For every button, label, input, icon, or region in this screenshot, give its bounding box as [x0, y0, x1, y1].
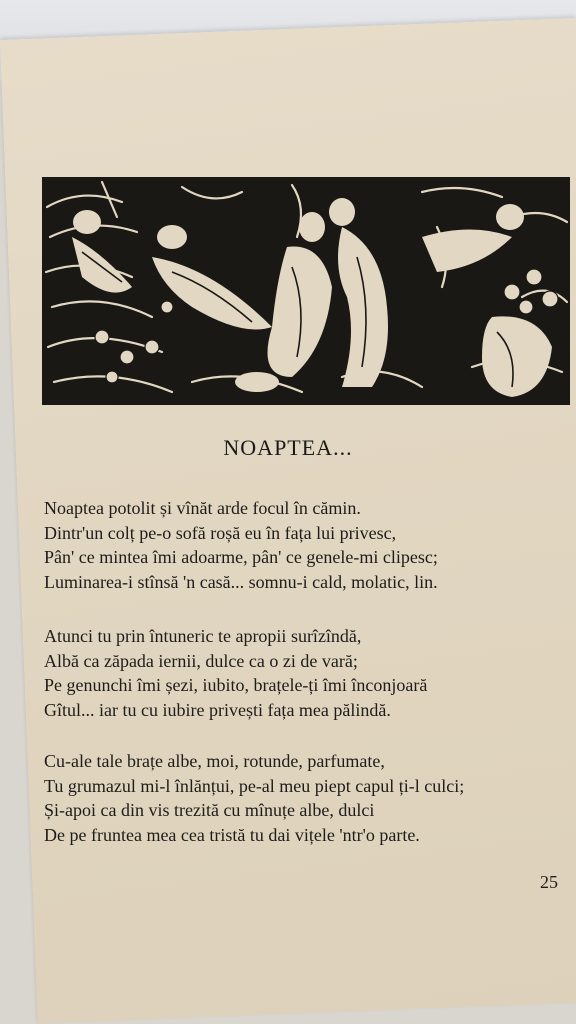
- poem-line: Albă ca zăpada iernii, dulce ca o zi de vară;: [44, 650, 358, 671]
- stanza-1: [44, 496, 574, 594]
- page-number: 25: [540, 872, 559, 892]
- poem-line: Gîtul... iar tu cu iubire privești fața mea pălindă.: [44, 699, 391, 720]
- poem-line: Pân' ce mintea îmi adoarme, pân' ce genele-mi clipesc;: [44, 547, 438, 567]
- poem-line: Cu-ale tale brațe albe, moi, rotunde, parfumate,: [44, 751, 385, 771]
- book-page: [0, 18, 576, 1023]
- poem-line: Pe genunchi îmi șezi, iubito, brațele-ți îmi înconjoară: [44, 675, 428, 695]
- poem-line: Noaptea potolit și vînăt arde focul în cămin.: [44, 498, 361, 518]
- stanza-2: [44, 624, 574, 722]
- stanza-3: [44, 749, 574, 847]
- poem-line: Dintr'un colț pe-o sofă roșă eu în fața lui privesc,: [44, 522, 397, 543]
- poem-title: NOAPTEA...: [223, 435, 353, 460]
- poem-line: Luminarea-i stînsă 'n casă... somnu-i cald, molatic, lin.: [44, 571, 438, 592]
- woodcut-illustration-icon: [42, 177, 570, 405]
- poem-line: De pe fruntea mea cea tristă tu dai vițele 'ntr'o parte.: [44, 824, 420, 845]
- poem-line: Atunci tu prin întuneric te apropii surîzîndă,: [44, 626, 362, 646]
- poem-line: Și-apoi ca din vis trezită cu mînuțe albe, dulci: [44, 800, 375, 820]
- poem-line: Tu grumazul mi-l înlănțui, pe-al meu piept capul ți-l culci;: [44, 775, 465, 796]
